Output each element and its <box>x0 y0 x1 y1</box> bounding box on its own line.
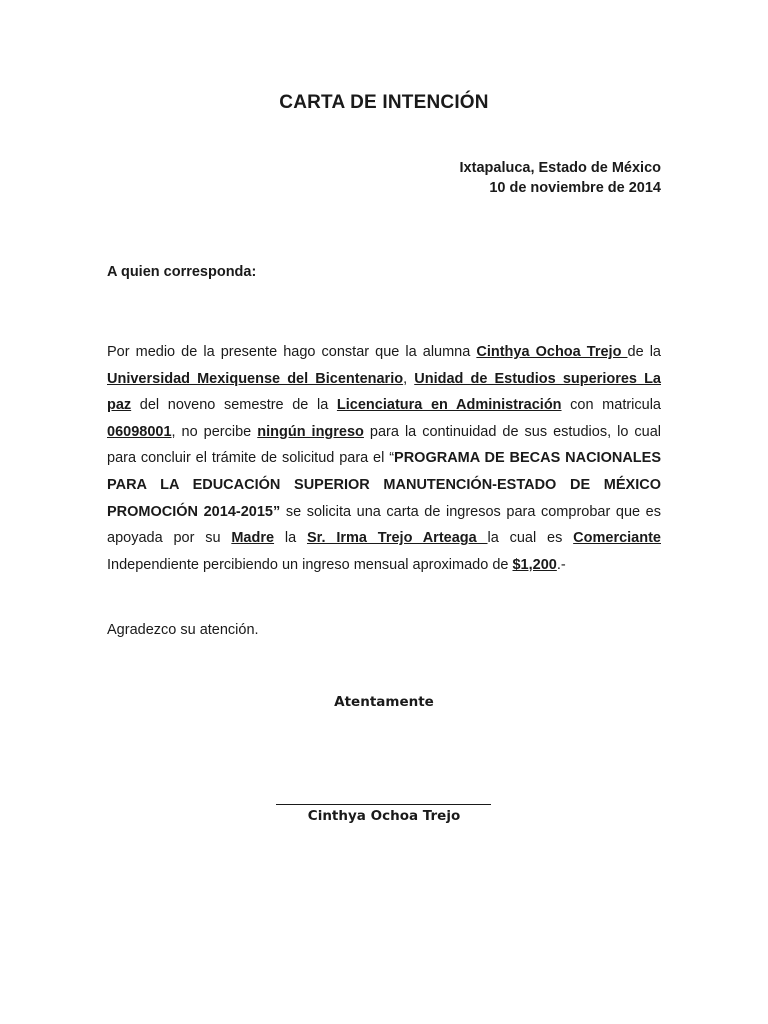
body-text-5: con matricula <box>561 397 661 414</box>
body-text-9: la <box>274 530 307 547</box>
body-text-1: Por medio de la presente hago constar que la alumna <box>107 344 477 360</box>
signature-name: Cinthya Ochoa Trejo <box>307 808 461 824</box>
program-name: PROGRAMA DE BECAS NACIONALES PARA LA EDUCACIÓN SUPERIOR MANUTENCIÓN-ESTADO DE MÉXICO PROMOCIÓN 2014-2015” <box>107 450 661 520</box>
parent-name: Sr. Irma Trejo Arteaga <box>306 530 488 547</box>
no-income: ningún ingreso <box>257 423 364 440</box>
unit-name: Unidad de Estudios superiores La paz <box>107 370 661 414</box>
body-text-12: .- <box>556 556 566 573</box>
salutation: A quien corresponda: <box>107 264 257 280</box>
body-text-7: para la continuidad de sus estudios, lo cual para concluir el trámite de solicitud para el “ <box>107 423 661 467</box>
body-text-10: la cual es <box>487 530 574 547</box>
letter-date: 10 de noviembre de 2014 <box>489 180 661 196</box>
university-name: Universidad Mexiquense del Bicentenario <box>107 370 404 387</box>
student-name: Cinthya Ochoa Trejo <box>476 344 628 360</box>
letter-title: CARTA DE INTENCIÓN <box>279 92 489 113</box>
occupation: Comerciante <box>573 530 661 547</box>
place-date-block <box>460 158 661 198</box>
body-text-4: del noveno semestre de la <box>131 397 337 414</box>
body-text-8: se solicita una carta de ingresos para comprobar que es apoyada por su <box>107 503 661 547</box>
body-text-6: , no percibe <box>171 423 258 440</box>
body-text-2: de la <box>627 344 661 360</box>
degree-name: Licenciatura en Administración <box>336 397 562 414</box>
signature-line <box>276 804 491 805</box>
closing: Atentamente <box>334 694 434 710</box>
relation: Madre <box>231 530 275 547</box>
student-id: 06098001 <box>107 423 172 440</box>
letter-place: Ixtapaluca, Estado de México <box>459 160 661 176</box>
body-text-11: Independiente percibiendo un ingreso mensual aproximado de <box>107 556 513 573</box>
thanks-line: Agradezco su atención. <box>107 622 259 638</box>
income-amount: $1,200 <box>512 556 557 573</box>
letter-body <box>107 339 661 578</box>
body-text-3: , <box>403 370 415 387</box>
